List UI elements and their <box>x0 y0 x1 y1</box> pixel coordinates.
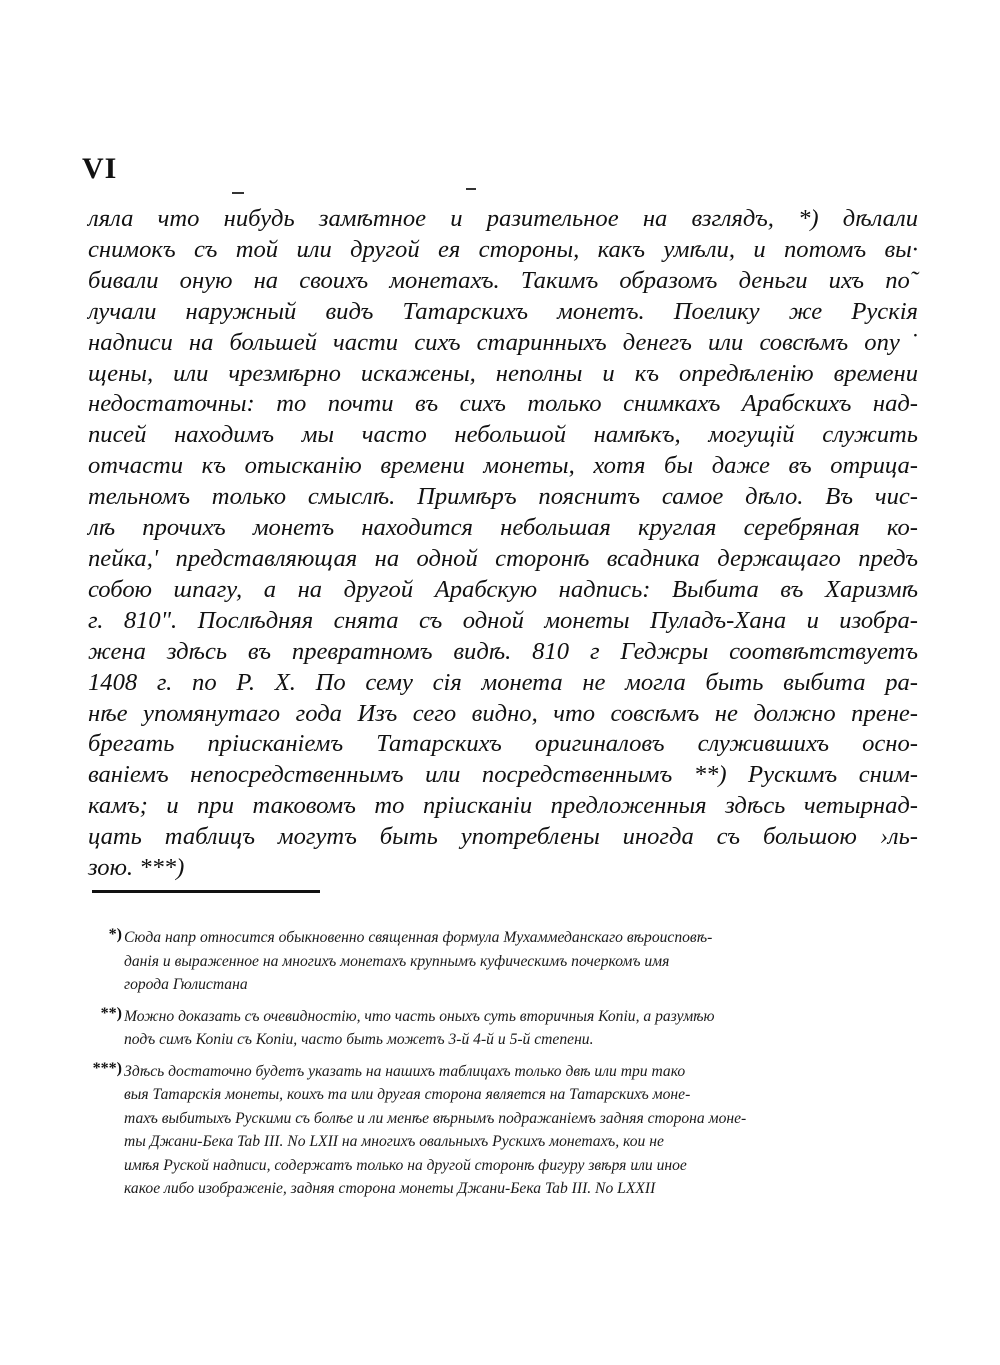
footnote-separator <box>92 890 320 893</box>
text-line: лѣ прочихъ монетъ находится небольшая круглая серебряная ко- <box>88 514 918 542</box>
text-line: пейка,' представляющая на одной сторонѣ всадника держащаго предъ <box>88 544 918 572</box>
footnote-line: Сюда напр относится обыкновенно священная формула Мухаммеданскаго вѣроисповѣ- <box>124 929 713 946</box>
footnote-3 <box>80 1060 920 1201</box>
main-paragraph <box>88 204 918 884</box>
text-line: лучали наружный видъ Татарскихъ монетъ. Поелику же Рускiя <box>88 297 918 325</box>
text-line: жена здѣсь въ превратномъ видѣ. 810 г Геджры соотвѣтствуетъ <box>88 637 918 665</box>
text-line: нѣе упомянутаго года Изъ сего видно, что совсѣмъ не должно прене- <box>88 699 918 727</box>
text-line: отчасти къ отысканiю времени монеты, хотя бы даже въ отрица- <box>88 452 918 480</box>
text-line: тельномъ только смыслѣ. Примѣръ пояснитъ самое дѣло. Въ чис- <box>88 483 918 511</box>
text-line: собою шпагу, а на другой Арабскую надпись: Выбита въ Харизмѣ <box>88 575 918 603</box>
text-line: ляла что нибудь замѣтное и разительное на взглядъ, *) дѣлали <box>88 205 918 232</box>
text-line: камъ; и при таковомъ то прiисканiи предложенныя здѣсь четырнад- <box>88 792 918 820</box>
text-line: г. 810". Послѣдняя снята съ одной монеты Пуладъ-Хана и изобра- <box>88 606 918 634</box>
footnote-line: данiя и выраженное на многихъ монетахъ крупнымъ куфическимъ почеркомъ имя <box>124 952 670 970</box>
text-line: зою. ***) <box>88 854 185 882</box>
footnote-line: ты Джани-Бека Tab III. No LXII на многихъ овальныхъ Рускихъ монетахъ, кои не <box>124 1133 664 1150</box>
footnote-mark: ***) <box>92 1059 122 1077</box>
footnote-mark: **) <box>100 1004 122 1022</box>
footnote-line: имѣя Руской надписи, содержатъ только на другой сторонѣ фигуру звѣря или иное <box>124 1156 687 1174</box>
footnotes <box>80 926 920 1209</box>
footnote-2 <box>80 1005 920 1052</box>
text-line: цать таблицъ могутъ быть употреблены иногда съ большою ›ль- <box>88 823 918 851</box>
footnote-line: Здѣсь достаточно будетъ указать на нашихъ таблицахъ только двѣ или три тако <box>124 1062 686 1080</box>
page-number: VI <box>82 152 118 185</box>
footnote-mark: *) <box>108 926 122 943</box>
footnote-1 <box>80 926 920 997</box>
text-line: бивали оную на своихъ монетахъ. Такимъ образомъ деньги ихъ по˜ <box>88 266 918 294</box>
footnote-line: города Гюлистана <box>124 976 248 993</box>
footnote-line: тахъ выбитыхъ Рускими съ болѣе и ли менѣе вѣрнымъ подражанiемъ задняя сторона моне- <box>124 1109 747 1127</box>
text-line: надписи на большей части сихъ старинныхъ денегъ или совсѣмъ опу˙ <box>88 328 918 356</box>
text-line: снимокъ съ той или другой ея стороны, какъ умѣли, и потомъ вы· <box>88 235 918 263</box>
text-line: ванiемъ непосредственнымъ или посредственнымъ **) Рускимъ сним- <box>88 761 918 789</box>
text-line: 1408 г. по Р. Х. По сему сiя монета не могла быть выбита ра- <box>88 668 918 696</box>
print-mark <box>466 188 476 190</box>
print-mark <box>232 192 244 194</box>
footnote-line: подъ симъ Копiи съ Копiи, часто быть можетъ 3-й 4-й и 5-й степени. <box>124 1031 594 1048</box>
footnote-line: выя Татарскiя монеты, коихъ та или другая сторона является на Татарскихъ моне- <box>124 1086 691 1103</box>
text-line: недостаточны: то почти въ сихъ только снимкахъ Арабскихъ над- <box>88 390 918 418</box>
text-line: щены, или чрезмѣрно искажены, неполны и къ опредѣленiю времени <box>88 359 918 387</box>
footnote-line: Можно доказать съ очевидностiю, что часть оныхъ суть вторичныя Копiи, а разумѣю <box>124 1007 715 1025</box>
text-line: брегать прiисканiемъ Татарскихъ оригиналовъ служившихъ осно- <box>88 730 918 758</box>
footnote-line: какое либо изображенiе, задняя сторона монеты Джани-Бека Tab III. No LXXII <box>124 1180 656 1197</box>
text-line: писей находимъ мы часто небольшой намѣкъ, могущiй служить <box>88 421 918 449</box>
